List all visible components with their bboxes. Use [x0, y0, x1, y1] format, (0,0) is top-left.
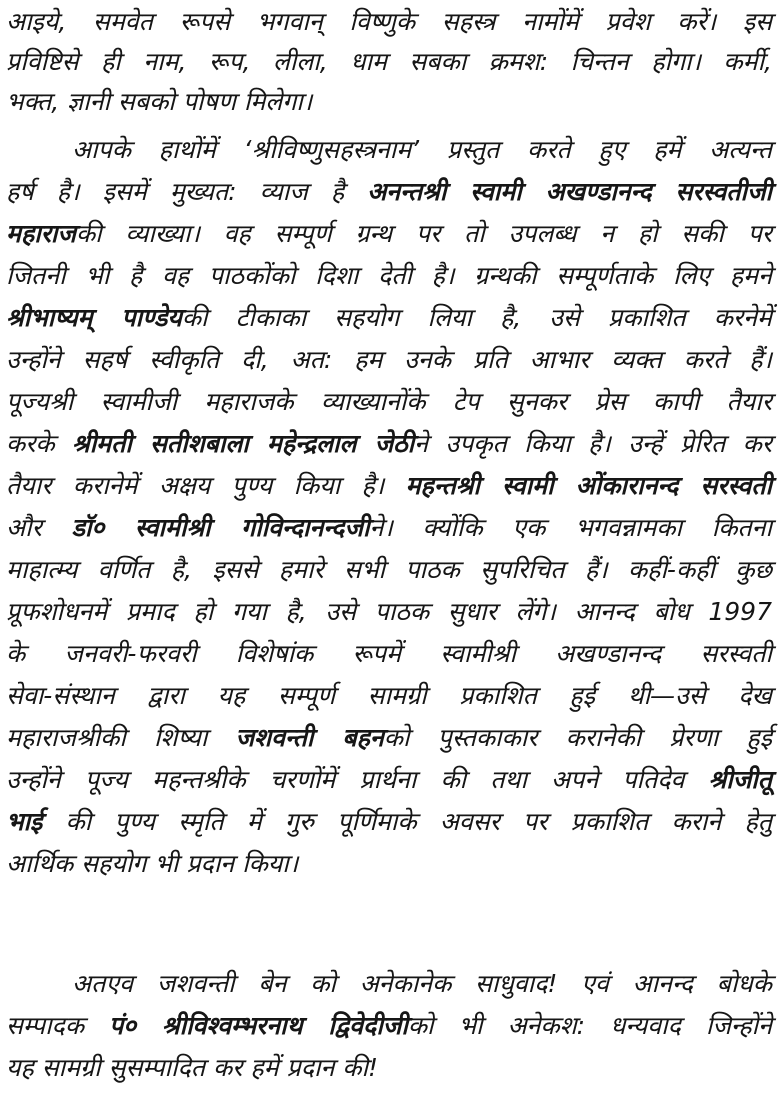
bold-name-segment: महन्तश्री स्वामी ओंकारानन्द सरस्वती — [405, 471, 772, 500]
text-line — [6, 172, 772, 212]
text-segment: सेवा-संस्थान द्वारा यह सम्पूर्ण सामग्री प्रकाशित हुई थी—उसे देख — [6, 681, 772, 710]
bold-name-segment: जशवन्ती बहन — [235, 723, 384, 752]
text-segment: यह सामग्री सुसम्पादित कर हमें प्रदान की! — [6, 1053, 379, 1082]
text-line — [6, 634, 772, 674]
bold-name-segment: श्रीभाष्यम् पाण्डेय — [6, 303, 182, 332]
text-segment: तैयार करानेमें अक्षय पुण्य किया है। — [6, 471, 406, 500]
text-line — [6, 1006, 772, 1046]
bold-name-segment: महाराज — [6, 219, 76, 248]
text-line — [6, 1048, 772, 1088]
text-line — [6, 508, 772, 548]
text-segment: को पुस्तकाकार करानेकी प्रेरणा हुई — [383, 723, 772, 752]
text-line — [6, 2, 772, 42]
text-segment: माहात्म्य वर्णित है, इससे हमारे सभी पाठक सुपरिचित हैं। कहीं-कहीं कुछ — [6, 555, 772, 584]
text-line — [6, 466, 772, 506]
text-line — [6, 298, 772, 338]
bold-name-segment: पं० श्रीविश्वम्भरनाथ द्विवेदीजी — [108, 1011, 408, 1040]
text-segment: की टीकाका सहयोग लिया है, उसे प्रकाशित करनेमें — [181, 303, 772, 332]
text-segment: अतएव जशवन्ती बेन को अनेकानेक साधुवाद! एवं आनन्द बोधके — [72, 969, 772, 998]
text-line — [6, 340, 772, 380]
text-segment: और — [6, 513, 72, 542]
text-line — [6, 256, 772, 296]
text-segment: की व्याख्या। वह सम्पूर्ण ग्रन्थ पर तो उपलब्ध न हो सकी पर — [75, 219, 772, 248]
text-line — [72, 964, 772, 1004]
text-segment: ने उपकृत किया है। उन्हें प्रेरित कर — [414, 429, 772, 458]
text-segment: ने। क्योंकि एक भगवन्नामका कितना — [369, 513, 773, 542]
text-segment: प्रविष्टिसे ही नाम, रूप, लीला, धाम सबका क्रमश: चिन्तन होगा। कर्मी, — [6, 47, 772, 76]
text-segment: आपके हाथोंमें ‘श्रीविष्णुसहस्त्रनाम’ प्रस्तुत करते हुए हमें अत्यन्त — [72, 135, 772, 164]
text-segment: के जनवरी-फरवरी विशेषांक रूपमें स्वामीश्री अखण्डानन्द सरस्वती — [6, 639, 772, 668]
text-line — [6, 550, 772, 590]
text-line — [6, 592, 772, 632]
bold-name-segment: अनन्तश्री स्वामी अखण्डानन्द सरस्वतीजी — [367, 177, 772, 206]
text-segment: आर्थिक सहयोग भी प्रदान किया। — [6, 849, 299, 878]
text-line — [6, 382, 772, 422]
text-line — [6, 718, 772, 758]
text-segment: महाराजश्रीकी शिष्या — [6, 723, 236, 752]
text-segment: हर्ष है। इसमें मुख्यत: व्याज है — [6, 177, 368, 206]
text-line — [6, 676, 772, 716]
text-segment: भक्त, ज्ञानी सबको पोषण मिलेगा। — [6, 87, 313, 116]
bold-name-segment: डॉ० स्वामीश्री गोविन्दानन्दजी — [71, 513, 370, 542]
text-line — [6, 424, 772, 464]
bold-name-segment: श्रीमती सतीशबाला महेन्द्रलाल जेठी — [72, 429, 415, 458]
text-segment: सम्पादक — [6, 1011, 109, 1040]
bold-name-segment: भाई — [6, 807, 43, 836]
text-line — [6, 42, 772, 82]
text-segment: पूज्यश्री स्वामीजी महाराजके व्याख्यानोंके टेप सुनकर प्रेस कापी तैयार — [6, 387, 772, 416]
text-segment: आइये, समवेत रूपसे भगवान् विष्णुके सहस्त्र नामोंमें प्रवेश करें। इस — [6, 7, 772, 36]
text-line — [6, 844, 772, 884]
text-line — [72, 130, 772, 170]
text-line — [6, 82, 772, 122]
text-segment: को भी अनेकश: धन्यवाद जिन्होंने — [407, 1011, 772, 1040]
text-segment: करके — [6, 429, 72, 458]
text-segment: जितनी भी है वह पाठकोंको दिशा देती है। ग्रन्थकी सम्पूर्णताके लिए हमने — [6, 261, 772, 290]
text-segment: उन्होंने सहर्ष स्वीकृति दी, अत: हम उनके प्रति आभार व्यक्त करते हैं। — [6, 345, 772, 374]
text-line — [6, 214, 772, 254]
text-line — [6, 802, 772, 842]
bold-name-segment: श्रीजीतू — [708, 765, 772, 794]
text-segment: की पुण्य स्मृति में गुरु पूर्णिमाके अवसर पर प्रकाशित कराने हेतु — [42, 807, 772, 836]
text-segment: प्रूफशोधनमें प्रमाद हो गया है, उसे पाठक सुधार लेंगे। आनन्द बोध 1997 — [6, 597, 772, 626]
text-segment: उन्होंने पूज्य महन्तश्रीके चरणोंमें प्रार्थना की तथा अपने पतिदेव — [6, 765, 709, 794]
text-line — [6, 760, 772, 800]
